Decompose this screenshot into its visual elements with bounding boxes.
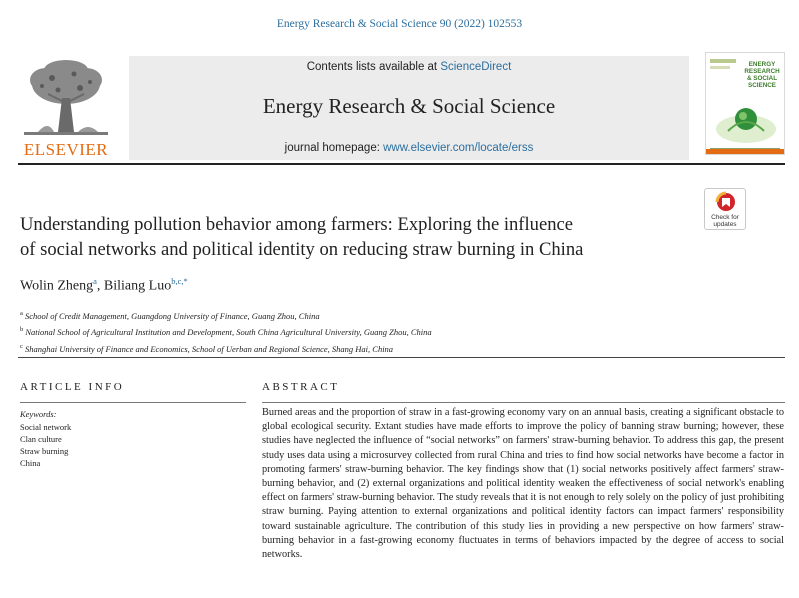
elsevier-wordmark: ELSEVIER: [23, 140, 109, 159]
author-list: [20, 276, 188, 295]
contents-prefix: Contents lists available at: [306, 61, 441, 73]
keywords-label: Keywords:: [20, 409, 57, 419]
cover-bottom-bar: [706, 149, 784, 154]
check-for-updates-label: Check for updates: [711, 214, 739, 228]
keywords-list: [20, 421, 71, 469]
article-title: [20, 212, 700, 262]
sciencedirect-link[interactable]: ScienceDirect: [440, 61, 512, 73]
homepage-prefix: journal homepage:: [284, 142, 384, 154]
abstract-heading: ABSTRACT: [262, 381, 340, 393]
journal-name: Energy Research & Social Science: [262, 94, 556, 118]
affiliation-marker[interactable]: a: [93, 276, 97, 286]
author-name[interactable]: Wolin Zheng: [20, 278, 94, 294]
homepage-line: [129, 142, 689, 154]
crossmark-icon: [705, 189, 747, 215]
keyword-item: Straw burning: [20, 446, 69, 456]
affiliation-item: $^c$ Shanghai University of Finance and Economics, School of Uerban and Regional Science, Shang Hai, China: [20, 342, 394, 354]
affiliation-item: $^a$ School of Credit Management, Guangdong University of Finance, Guang Zhou, China: [20, 310, 320, 321]
cover-title: ENERGY RESEARCH & SOCIAL SCIENCE: [744, 61, 780, 89]
keyword-item: Clan culture: [20, 434, 62, 444]
contents-line: [129, 61, 689, 73]
affiliation-item: $^b$ National School of Agricultural Institution and Development, South China Agricultural University, Guang Zhou, China: [20, 326, 432, 338]
abstract-text: Burned areas and the proportion of straw in a fast-growing economy vary on an annual basis, creating a significant obstacle to global ecological security. Extant studies have made efforts to improve the policy of banning straw burning; however, these studies have neglected the influence of “social networks” on farmers' straw-burning behavior. To address this gap, the present study uses data using a microsurvey collected from rural China and tries to find how social networks have become a factor in promoting farmers' straw-burning behavior. The key findings show that (1) social networks positively affect farmers' straw-burning behavior, and (2) external organizations and political identity weaken the effectiveness of social network's enabling effect on farmers' straw-burning behavior. The study reveals that it is not enough to rely solely on the policy of just prohibiting straw burning. Paying attention to external organizations and political identity factors can impact farmers' responsibility toward sustainable agriculture. The contribution of this study lies in providing a new perspective on how farmers' straw-burning behavior in a fast-growing economy fluctuates in terms of behaviors impacted by the degree of access to social networks.: [262, 407, 784, 561]
article-info-rule: [20, 402, 246, 403]
abstract-rule: [262, 402, 785, 403]
journal-citation[interactable]: Energy Research & Social Science 90 (2022) 102553: [276, 18, 523, 30]
keyword-item: China: [20, 458, 41, 468]
journal-cover[interactable]: [705, 52, 785, 155]
author-separator: ,: [96, 278, 104, 294]
elsevier-tree-icon: [18, 58, 114, 138]
elsevier-logo[interactable]: [18, 58, 114, 160]
author-name[interactable]: Biliang Luo: [103, 278, 172, 294]
check-for-updates-button[interactable]: [704, 188, 746, 230]
affiliation-marker[interactable]: b,c,*: [171, 276, 188, 286]
journal-header: [129, 56, 689, 160]
title-line-1: Understanding pollution behavior among farmers: Exploring the influence: [20, 214, 574, 235]
section-divider: [18, 357, 785, 358]
header-divider: [18, 163, 785, 165]
homepage-link[interactable]: www.elsevier.com/locate/erss: [383, 142, 534, 154]
keyword-item: Social network: [20, 422, 72, 432]
affiliation-list: [20, 307, 432, 356]
title-line-2: of social networks and political identity on reducing straw burning in China: [20, 239, 584, 260]
article-info-heading: ARTICLE INFO: [20, 381, 125, 393]
